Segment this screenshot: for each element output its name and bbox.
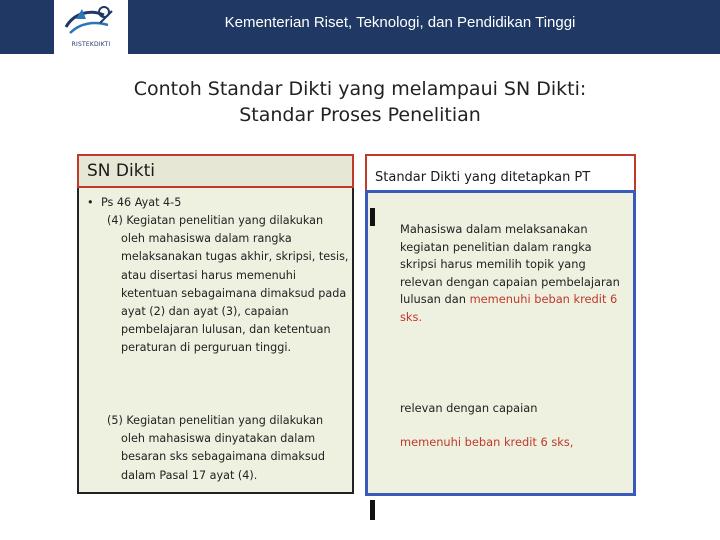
slide-title-line1: Contoh Standar Dikti yang melampaui SN Dikti: [133, 78, 587, 100]
slide-title [60, 76, 660, 128]
slide-title-line2: Standar Proses Penelitian [239, 104, 481, 126]
note-relevan: relevan dengan capaian [400, 401, 538, 415]
standar-pt-main-red: memenuhi beban kredit 6 sks. [400, 292, 618, 324]
marker-bar-bottom [370, 500, 375, 520]
ristekdikti-logo-icon [60, 3, 122, 41]
standar-pt-panel [365, 154, 636, 494]
bullet-dot-icon: • [87, 196, 94, 209]
standar-pt-body [365, 190, 636, 496]
paragraph-ayat-4-rest: oleh mahasiswa dalam rangka melaksanakan tugas akhir, skripsi, tesis, atau disertasi harus memenuhi ketentuan sebagaimana dimaksud pada ayat (2) dan ayat (3), capaian pembelajaran lulusan, dan ketentuan peraturan di perguruan tinggi. [121, 232, 349, 355]
sn-dikti-heading-box [77, 154, 354, 188]
sn-dikti-panel [77, 154, 354, 494]
paragraph-ayat-4-first: (4) Kegiatan penelitian yang dilakukan [107, 214, 324, 227]
paragraph-ayat-5-first: (5) Kegiatan penelitian yang dilakukan [107, 414, 324, 427]
ministry-title: Kementerian Riset, Teknologi, dan Pendidikan Tinggi [224, 14, 576, 31]
bullet-item [87, 194, 181, 212]
header-bar [0, 0, 720, 54]
standar-pt-heading-box [367, 156, 634, 190]
ministry-logo [54, 0, 128, 54]
paragraph-ayat-5-rest: oleh mahasiswa dinyatakan dalam besaran sks sebagaimana dimaksud dalam Pasal 17 ayat (4). [121, 432, 325, 482]
logo-text: RISTEKDIKTI [71, 41, 111, 48]
bullet-text: Ps 46 Ayat 4-5 [101, 196, 182, 209]
note-beban-kredit: memenuhi beban kredit 6 sks, [400, 435, 574, 449]
paragraph-ayat-5 [107, 412, 353, 485]
marker-bar-top [370, 208, 375, 226]
standar-pt-heading: Standar Dikti yang ditetapkan PT [375, 170, 591, 185]
standar-pt-main-text [400, 221, 630, 327]
standar-pt-main-black: Mahasiswa dalam melaksanakan kegiatan penelitian dalam rangka skripsi harus memilih topik yang relevan dengan capaian pembelajaran lulusan dan [400, 222, 620, 307]
sn-dikti-heading: SN Dikti [87, 161, 155, 181]
paragraph-ayat-4 [107, 212, 353, 358]
